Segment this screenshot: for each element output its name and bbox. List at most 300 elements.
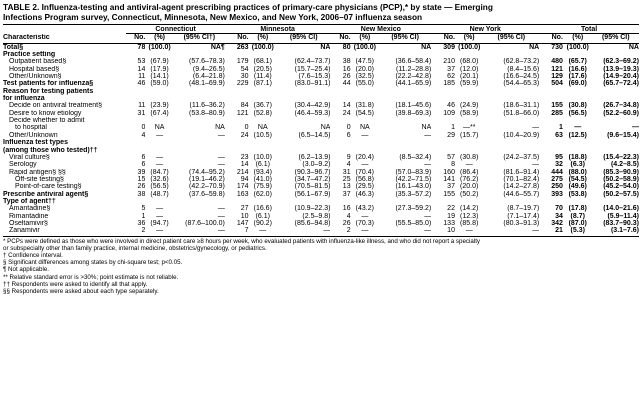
table-cell xyxy=(145,95,173,102)
state-header-new-york: New York xyxy=(431,25,539,34)
table-cell: 31 xyxy=(137,109,146,117)
table-cell: 2 xyxy=(126,227,145,236)
table-cell: (10.4–20.9) xyxy=(503,131,540,139)
table-cell: (12.0) xyxy=(460,65,479,73)
table-cell xyxy=(145,198,173,205)
table-cell: (16.6) xyxy=(253,205,272,213)
table-cell: (8.7) xyxy=(570,212,585,220)
table-cell: 19 xyxy=(447,212,455,220)
table-cell xyxy=(431,147,455,154)
table-cell xyxy=(330,88,350,95)
table-row xyxy=(3,161,639,168)
table-cell xyxy=(225,95,249,102)
table-cell: (62.0) xyxy=(253,190,272,198)
table-cell: (6.4–21.8) xyxy=(192,73,225,81)
table-cell xyxy=(593,198,639,205)
table-cell: (30.4–42.9) xyxy=(294,102,331,110)
table-cell: (100.0) xyxy=(148,43,171,51)
table-cell: 44 xyxy=(342,80,351,88)
row-label: (among those who tested)†† xyxy=(3,146,98,154)
table-cell: (20.4) xyxy=(355,153,374,161)
table-cell: 155 xyxy=(551,102,563,110)
table-cell: — xyxy=(574,124,582,132)
characteristic-header: Characteristic xyxy=(3,34,126,43)
table-cell: 185 xyxy=(443,80,455,88)
table-cell: — xyxy=(361,131,369,139)
table-cell xyxy=(563,51,593,58)
table-cell: (6.5–14.5) xyxy=(298,131,331,139)
table-cell: (65.7–72.4) xyxy=(603,80,639,88)
table-row xyxy=(3,227,639,236)
table-cell: 309 xyxy=(443,43,455,51)
table-cell: (3.1–7.6) xyxy=(593,227,639,236)
table-cell xyxy=(483,147,539,154)
table-cell: (14.0–21.6) xyxy=(603,205,639,213)
table-cell: (17.6) xyxy=(568,73,587,81)
table-row xyxy=(3,110,639,117)
table-cell: (13.9–19.3) xyxy=(603,65,639,73)
table-cell: (36.6–58.4) xyxy=(395,58,432,66)
footnote: ** Relative standard error is >30%; point estimate is not reliable. xyxy=(3,273,179,281)
table-cell: (10.0) xyxy=(253,153,272,161)
table-cell xyxy=(225,117,249,124)
table-cell: — xyxy=(217,212,225,220)
table-cell: — xyxy=(361,161,369,169)
table-cell: 14 xyxy=(240,161,249,169)
table-cell: (22.2–42.8) xyxy=(395,73,432,81)
table-cell xyxy=(455,51,483,58)
table-cell xyxy=(379,139,431,146)
table-cell: (85.3–90.9) xyxy=(603,168,639,176)
table-cell: (55.5–85.0) xyxy=(395,219,432,227)
table-cell: 0 xyxy=(244,124,249,132)
table-cell: 179 xyxy=(236,58,249,66)
table-cell: 11 xyxy=(138,102,146,110)
table-cell: (68.0) xyxy=(460,58,479,66)
table-cell xyxy=(277,51,330,58)
table-cell: 29 xyxy=(447,131,455,139)
table-cell: — xyxy=(217,205,225,213)
table-cell: 147 xyxy=(236,219,249,227)
table-cell: 4 xyxy=(141,131,146,139)
table-cell xyxy=(225,139,249,146)
table-cell xyxy=(593,51,639,58)
table-cell xyxy=(249,139,277,146)
table-cell xyxy=(351,198,379,205)
table-cell xyxy=(277,88,330,95)
table-cell xyxy=(351,88,379,95)
table-row xyxy=(3,51,639,58)
column-header: (%) xyxy=(351,34,379,43)
column-header: (95% CI) xyxy=(379,34,431,43)
table-row xyxy=(3,80,639,87)
table-cell xyxy=(379,147,431,154)
table-cell xyxy=(431,51,455,58)
table-cell: (14.9–20.4) xyxy=(603,73,639,81)
table-cell: (87.6–100.0) xyxy=(185,219,225,227)
footnote: or subspecialty other than family practice, internal medicine, obstetrics/gynecology, or pediatrics. xyxy=(3,244,267,252)
table-cell: (55.0) xyxy=(355,80,374,88)
table-cell: 214 xyxy=(236,168,249,176)
table-cell: (10.9–22.3) xyxy=(294,205,331,213)
state-header-connecticut: Connecticut xyxy=(126,25,224,34)
table-cell: (24.2–37.5) xyxy=(503,153,540,161)
table-cell: (10.5) xyxy=(253,131,272,139)
row-label: Rapid antigen§ §§ xyxy=(9,168,66,176)
table-cell: 1 xyxy=(141,212,146,220)
table-row xyxy=(3,169,639,176)
table-cell: — xyxy=(465,161,473,169)
table-cell: — xyxy=(145,227,173,236)
table-cell: 10 xyxy=(240,212,249,220)
table-cell: (15.7–25.4) xyxy=(294,65,331,73)
table-cell xyxy=(431,198,455,205)
table-cell: 1 xyxy=(451,124,455,132)
table-cell: (56.1–67.9) xyxy=(294,190,331,198)
table-cell: 46 xyxy=(137,80,146,88)
table-cell: 22 xyxy=(447,205,455,213)
table-cell: (100.0) xyxy=(458,43,481,51)
table-cell: (15.4–22.3) xyxy=(603,153,639,161)
table-cell xyxy=(593,147,639,154)
table-cell: (80.3–91.3) xyxy=(503,219,540,227)
table-cell xyxy=(539,198,563,205)
table-cell: (14.2) xyxy=(460,205,479,213)
table-cell: 23 xyxy=(240,153,249,161)
table-cell: 229 xyxy=(236,80,249,88)
row-label: Prescribe antiviral agent§ xyxy=(3,190,89,198)
table-cell: (70.4) xyxy=(355,168,374,176)
table-row xyxy=(3,198,639,205)
table-cell: (70.3) xyxy=(355,219,374,227)
table-row xyxy=(3,154,639,161)
table-cell xyxy=(174,139,225,146)
table-row xyxy=(3,139,639,146)
column-header: (%) xyxy=(455,34,483,43)
table-cell: (70.1–82.4) xyxy=(503,175,540,183)
row-label: Oseltamivir§ xyxy=(9,219,48,227)
table-cell: (90.3–96.7) xyxy=(294,168,331,176)
table-row xyxy=(3,88,639,95)
table-cell: 62 xyxy=(447,73,455,81)
table-cell: (48.7) xyxy=(150,190,169,198)
table-row xyxy=(3,102,639,109)
table-cell: 141 xyxy=(443,175,455,183)
table-cell: NA xyxy=(421,43,432,51)
footnote: § Significant differences among states by chi-square test; p<0.05. xyxy=(3,259,183,267)
table-cell: 80 xyxy=(342,43,351,51)
table-cell xyxy=(225,51,249,58)
table-cell: — xyxy=(632,124,639,132)
table-cell: — xyxy=(532,124,540,132)
table-row xyxy=(3,191,639,198)
table-cell: (52.2–60.9) xyxy=(603,109,639,117)
table-cell: (3.0–9.2) xyxy=(302,161,331,169)
table-cell: 37 xyxy=(447,183,455,191)
table-cell: 210 xyxy=(443,58,455,66)
table-cell xyxy=(593,95,639,102)
table-cell xyxy=(379,51,431,58)
table-cell xyxy=(455,198,483,205)
table-cell: (53.8) xyxy=(568,190,587,198)
table-row xyxy=(3,213,639,220)
table-cell xyxy=(431,139,455,146)
table-cell: (100.0) xyxy=(353,43,376,51)
table-cell: (100.0) xyxy=(566,43,589,51)
footnotes xyxy=(3,238,639,296)
table-cell: (23.9) xyxy=(150,102,169,110)
table-cell: (12.3) xyxy=(460,212,479,220)
table-cell xyxy=(174,95,225,102)
table-cell xyxy=(277,117,330,124)
table-cell: 21 xyxy=(539,227,563,236)
table-cell xyxy=(483,139,539,146)
table-cell: 95 xyxy=(555,153,563,161)
table-cell: (83.0–91.1) xyxy=(294,80,331,88)
table-cell xyxy=(330,95,350,102)
table-row xyxy=(3,183,639,190)
row-label: Zanamivir xyxy=(3,227,126,236)
row-label: to hospital xyxy=(15,124,47,132)
table-cell xyxy=(563,88,593,95)
state-header-row xyxy=(3,25,639,34)
table-cell: (32.6) xyxy=(150,175,169,183)
table-cell: 39 xyxy=(137,168,146,176)
table-cell: 7 xyxy=(225,227,249,236)
table-cell: 14 xyxy=(342,102,351,110)
table-cell xyxy=(483,51,539,58)
row-label: Other/Unknown§ xyxy=(9,73,62,81)
table-cell: (54.5) xyxy=(355,109,374,117)
table-cell xyxy=(277,139,330,146)
table-cell xyxy=(483,95,539,102)
table-cell: (47.5) xyxy=(355,58,374,66)
table-cell: 37 xyxy=(447,65,455,73)
table-cell: 16 xyxy=(342,65,351,73)
table-cell: (20.0) xyxy=(355,65,374,73)
table-cell: (62.3–69.2) xyxy=(603,58,639,66)
table-cell xyxy=(539,139,563,146)
table-cell xyxy=(379,95,431,102)
table-cell: 0 xyxy=(346,124,351,132)
table-cell: (5.3) xyxy=(563,227,593,236)
table-cell: (56.5) xyxy=(568,109,587,117)
table-row xyxy=(3,124,639,131)
table-cell: 4 xyxy=(346,212,351,220)
column-header: (95% CI) xyxy=(483,34,539,43)
table-cell: (2.5–9.8) xyxy=(302,212,331,220)
table-cell: 0 xyxy=(141,124,146,132)
table-cell: 6 xyxy=(346,131,351,139)
table-cell: 46 xyxy=(447,102,455,110)
row-label: Off-site testing§ xyxy=(15,175,64,183)
table-title xyxy=(3,2,639,22)
table-cell: (5.9–11.4) xyxy=(607,212,639,220)
state-header-total: Total xyxy=(539,25,639,34)
table-cell xyxy=(145,88,173,95)
table-row xyxy=(3,66,639,73)
table-cell: 393 xyxy=(551,190,563,198)
column-header: (%) xyxy=(145,34,173,43)
table-cell: — xyxy=(156,131,164,139)
row-label: Test patients for influenza§ xyxy=(3,80,94,88)
table-cell xyxy=(431,95,455,102)
state-header-minnesota: Minnesota xyxy=(225,25,331,34)
row-label: Total§ xyxy=(3,43,24,51)
table-cell xyxy=(126,198,145,205)
table-cell xyxy=(145,117,173,124)
table-cell xyxy=(455,147,483,154)
table-cell xyxy=(126,147,145,154)
table-cell xyxy=(225,198,249,205)
table-cell xyxy=(126,95,145,102)
table-cell xyxy=(379,88,431,95)
row-label: Hospital based§ xyxy=(9,65,60,73)
table-cell: — xyxy=(483,227,539,236)
state-header-new-mexico: New Mexico xyxy=(330,25,431,34)
table-cell: (11.6–36.2) xyxy=(189,102,225,110)
table-cell: (8.5–32.4) xyxy=(399,153,432,161)
table-cell: 121 xyxy=(236,109,249,117)
table-row xyxy=(3,43,639,51)
table-row xyxy=(3,58,639,65)
table-cell: (20.0) xyxy=(460,183,479,191)
blank-header-cell xyxy=(3,25,126,34)
table-cell: 53 xyxy=(137,58,146,66)
table-cell: (35.3–57.2) xyxy=(395,190,432,198)
table-cell: NA xyxy=(359,124,370,132)
table-cell: 155 xyxy=(443,190,455,198)
table-cell: 133 xyxy=(443,219,455,227)
table-cell xyxy=(563,95,593,102)
table-cell xyxy=(431,117,455,124)
table-cell xyxy=(330,139,350,146)
table-cell: 37 xyxy=(342,190,351,198)
table-cell: (57.6–78.3) xyxy=(189,58,225,66)
table-cell xyxy=(351,139,379,146)
table-cell xyxy=(174,147,225,154)
table-cell: (62.8–73.2) xyxy=(503,58,540,66)
table-cell: 263 xyxy=(236,43,249,51)
table-cell xyxy=(379,117,431,124)
table-cell: 24 xyxy=(342,109,351,117)
column-header: No. xyxy=(539,34,563,43)
table-cell xyxy=(174,117,225,124)
table-cell xyxy=(225,147,249,154)
table-cell: (70.5–81.5) xyxy=(294,183,331,191)
table-cell: — xyxy=(277,227,330,236)
table-cell: — xyxy=(424,212,432,220)
table-cell xyxy=(539,95,563,102)
table-cell xyxy=(539,51,563,58)
table-cell: (54.4–65.3) xyxy=(503,80,540,88)
table-cell: (43.2) xyxy=(355,205,374,213)
table-cell xyxy=(483,117,539,124)
table-cell: 250 xyxy=(551,183,563,191)
table-cell: NA xyxy=(628,43,639,51)
table-cell: (6.1) xyxy=(255,212,270,220)
table-cell: (87.1) xyxy=(253,80,272,88)
table-cell: 70 xyxy=(555,205,563,213)
table-cell xyxy=(249,51,277,58)
table-cell xyxy=(379,198,431,205)
table-cell: NA xyxy=(154,124,165,132)
table-cell: 504 xyxy=(551,80,563,88)
table-cell xyxy=(593,117,639,124)
table-cell xyxy=(126,139,145,146)
table-cell: (75.9) xyxy=(253,183,272,191)
table-cell: (58.9) xyxy=(460,109,479,117)
table-cell: 34 xyxy=(555,212,563,220)
table-cell: — xyxy=(424,161,432,169)
table-cell: 8 xyxy=(451,161,455,169)
table-cell: (27.3–59.2) xyxy=(395,205,432,213)
table-cell xyxy=(330,51,350,58)
table-cell: (56.5) xyxy=(150,183,169,191)
table-cell xyxy=(563,139,593,146)
table-cell: (18.6–31.1) xyxy=(503,102,540,110)
table-cell: (44.6–55.7) xyxy=(503,190,540,198)
table-cell: (53.8–80.9) xyxy=(189,109,225,117)
column-header: No. xyxy=(330,34,350,43)
column-header: (%) xyxy=(563,34,593,43)
table-cell: 160 xyxy=(443,168,455,176)
table-cell: —** xyxy=(462,124,476,132)
table-cell: 109 xyxy=(443,109,455,117)
table-cell: 32 xyxy=(555,161,563,169)
table-cell xyxy=(225,88,249,95)
table-row xyxy=(3,205,639,212)
table-cell: (9.4–26.5) xyxy=(192,65,225,73)
row-label: Type of agent†† xyxy=(3,197,56,205)
footnote: ¶ Not applicable. xyxy=(3,266,49,274)
table-row xyxy=(3,147,639,154)
table-cell: (9.6–15.4) xyxy=(607,131,639,139)
footnote: † Confidence interval. xyxy=(3,252,63,260)
table-cell: (30.8) xyxy=(568,102,587,110)
table-row xyxy=(3,117,639,124)
row-label: Viral culture§ xyxy=(9,153,50,161)
table-cell xyxy=(593,139,639,146)
table-cell: (57.0–83.9) xyxy=(395,168,432,176)
table-cell: (29.5) xyxy=(355,183,374,191)
table-cell: (19.1–46.2) xyxy=(189,175,225,183)
table-cell: — xyxy=(156,205,164,213)
table-cell: 9 xyxy=(346,153,351,161)
table-cell: (37.6–59.8) xyxy=(189,190,225,198)
table-cell: 31 xyxy=(342,168,351,176)
table-cell: (48.1–69.9) xyxy=(189,80,225,88)
table-cell: 26 xyxy=(137,183,146,191)
table-cell: 78 xyxy=(137,43,146,51)
table-cell: (8.4–15.6) xyxy=(507,65,540,73)
table-cell: (42.2–70.9) xyxy=(189,183,225,191)
table-cell: (86.4) xyxy=(460,168,479,176)
table-cell: (50.2–58.9) xyxy=(603,175,639,183)
table-cell xyxy=(145,51,173,58)
table-cell: 38 xyxy=(137,190,146,198)
table-row xyxy=(3,176,639,183)
table-cell: (7.6–15.3) xyxy=(298,73,331,81)
table-cell: (84.7) xyxy=(150,168,169,176)
row-label: Desire to know etiology xyxy=(9,109,82,117)
table-cell: (32.5) xyxy=(355,73,374,81)
table-cell: 275 xyxy=(551,175,563,183)
table-cell: — xyxy=(156,161,164,169)
table-cell: 15 xyxy=(137,175,146,183)
table-cell: 36 xyxy=(137,219,146,227)
table-cell xyxy=(455,139,483,146)
